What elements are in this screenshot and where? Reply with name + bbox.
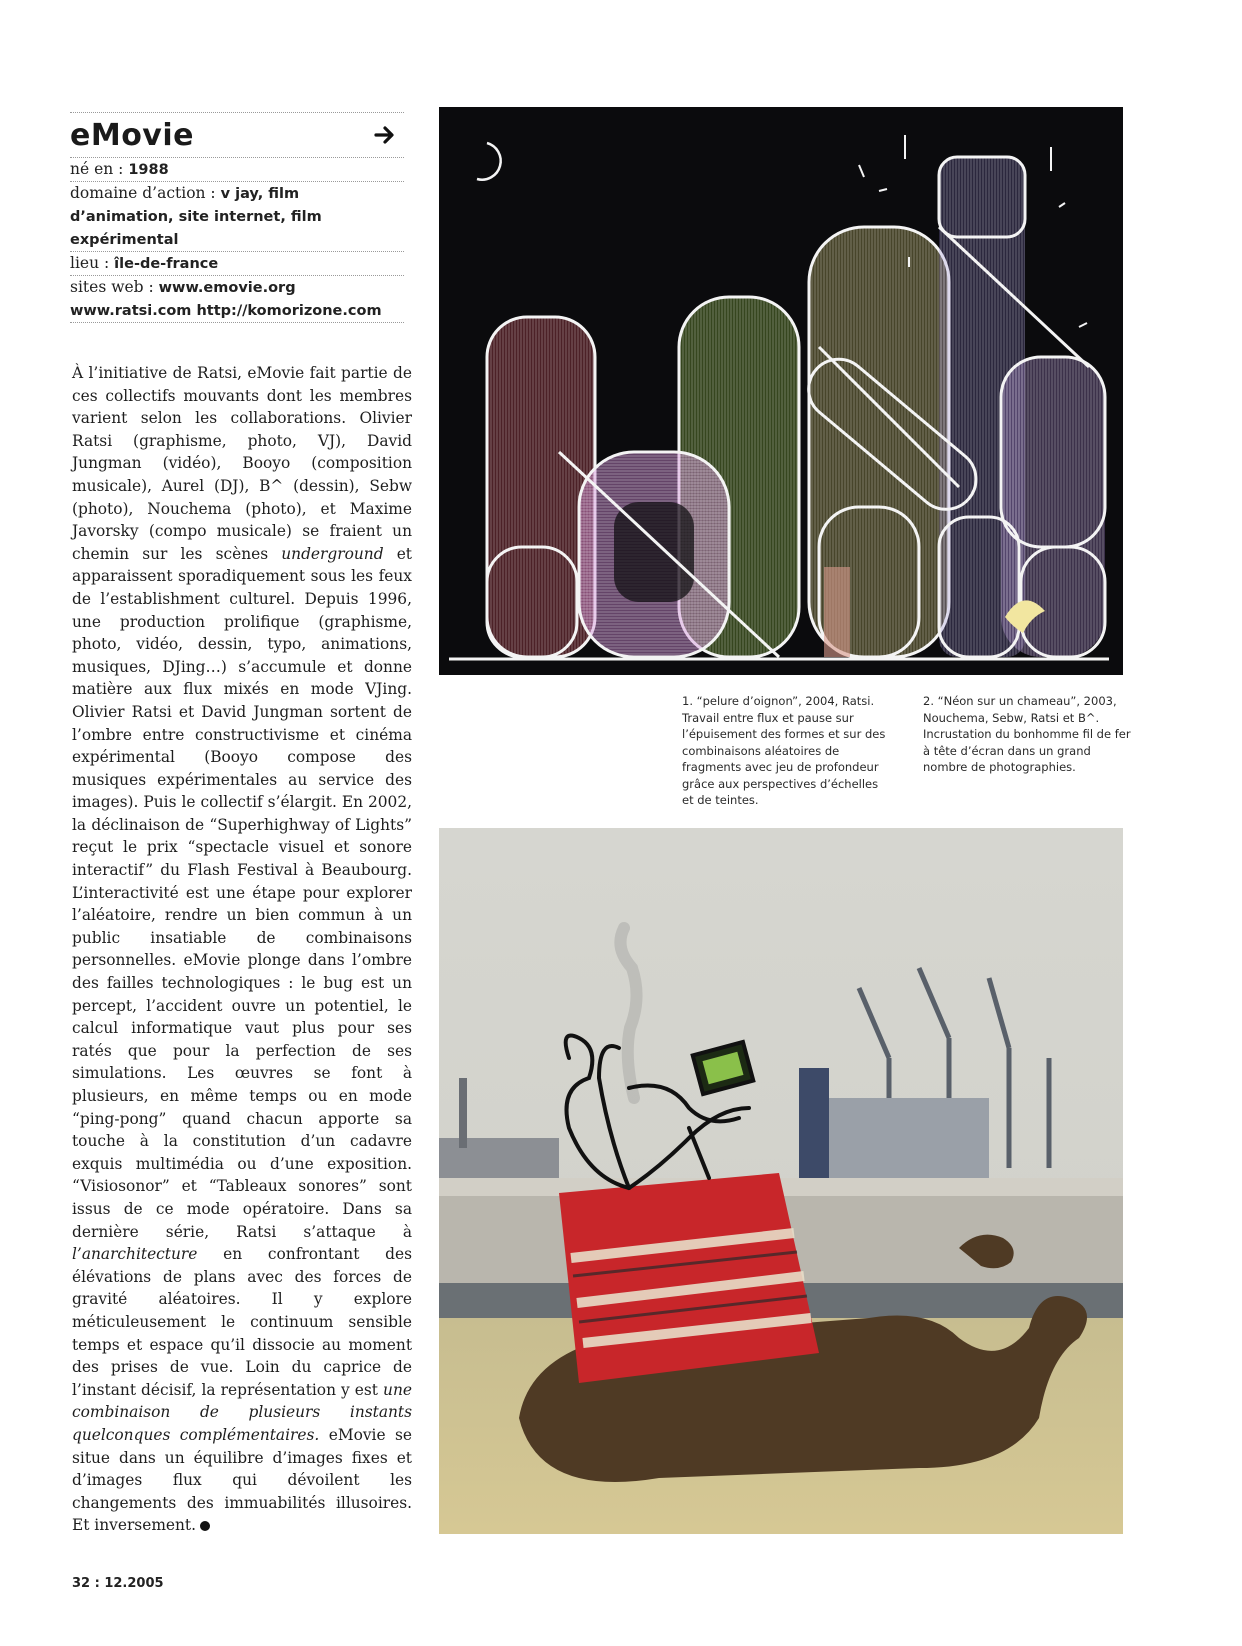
place-value: île-de-france	[114, 256, 219, 272]
body-text-3: en confrontant des élévations de plans avec des forces de gravité aléatoires. Il y explore méticuleusement le continuum sensible temps et espace qu’il dissocie au moment des prises de vue. Loin du caprice de l’instant décisif, la représentation y est	[72, 1245, 412, 1399]
domain-label: domaine d’action :	[70, 184, 216, 202]
neon-artwork-image	[439, 107, 1123, 675]
sites-label: sites web :	[70, 278, 154, 296]
caption-figure-1: 1. “pelure d’oignon”, 2004, Ratsi. Travail entre flux et pause sur l’épuisement des formes et sur des combinaisons aléatoires de fragments avec jeu de profondeur grâce aux perspectives d’échelles et de teintes.	[682, 694, 886, 807]
sites-value[interactable]: www.emovie.org www.ratsi.com http://komorizone.com	[70, 280, 382, 319]
end-mark-icon	[200, 1521, 210, 1531]
body-text-1: À l’initiative de Ratsi, eMovie fait partie de ces collectifs mouvants dont les membres varient selon les collaborations. Olivier Ratsi (graphisme, photo, VJ), David Jungman (vidéo), Booyo (composition musicale), Aurel (DJ), B^ (dessin), Sebw (photo), Nouchema (photo), et Maxime Javorsky (compo musicale) se fraient un chemin sur les scènes	[72, 364, 412, 563]
body-text-2: et apparaissent sporadiquement sous les feux de l’establishment culturel. Depuis 1996, une production prolifique (graphisme, photo, vidéo, dessin, typo, animations, musiques, DJing…) s’accumule et donne matière aux flux mixés en mode VJing. Olivier Ratsi et David Jungman sortent de l’ombre entre constructivisme et cinéma expérimental (Booyo compose des musiques expérimentales au service des images). Puis le collectif s’élargit. En 2002, la déclinaison de “Superhighway of Lights” reçut le prix “spectacle visuel et sonore interactif” du Flash Festival à Beaubourg. L’interactivité est une étape pour explorer l’aléatoire, rendre un bien commun à un public insatiable de combinaisons personnelles. eMovie plonge dans l’ombre des failles technologiques : le bug est un percept, l’accident ouvre un potentiel, le calcul informatique vaut plus pour ses ratés que pour la perfection de ses simulations. Les œuvres se font à plusieurs, en même temps ou en mode “ping-pong” quand chacun apporte sa touche à la constitution d’un cadavre exquis multimédia ou d’une exposition. “Visiosonor” et “Tableaux sonores” sont issus de ce mode opératoire. Dans sa dernière série, Ratsi s’attaque à	[72, 544, 412, 1241]
page-folio: 32 : 12.2005	[72, 1576, 164, 1591]
article-paragraph	[72, 362, 412, 1537]
body-italic-1: underground	[281, 544, 384, 563]
domain-value: v jay, film d’animation, site internet, film expérimental	[70, 186, 322, 248]
place-label: lieu :	[70, 254, 110, 272]
body-italic-3: une combinaison de plusieurs instants quelconques complémentaires.	[72, 1380, 412, 1444]
title-row	[70, 113, 404, 157]
divider	[70, 322, 404, 323]
born-label: né en :	[70, 160, 124, 178]
domain-line	[70, 182, 404, 251]
camel-photo-image	[439, 828, 1123, 1534]
figure-camel-photo	[439, 828, 1123, 1534]
body-italic-2: l’anarchitecture	[72, 1245, 198, 1264]
figure-neon-artwork	[439, 107, 1123, 675]
born-line	[70, 158, 404, 181]
info-box	[70, 112, 404, 323]
born-value: 1988	[128, 162, 169, 178]
page-title: eMovie	[70, 117, 194, 153]
arrow-right-icon	[374, 124, 396, 146]
article-body	[72, 362, 412, 1537]
caption-figure-2: 2. “Néon sur un chameau”, 2003, Nouchema, Sebw, Ratsi et B^. Incrustation du bonhomme fil de fer à tête d’écran dans un grand nombre de photographies.	[923, 694, 1131, 774]
sites-line	[70, 276, 404, 322]
place-line	[70, 252, 404, 275]
body-text-4: eMovie se situe dans un équilibre d’images fixes et d’images flux qui dévoilent les changements des immuabilités illusoires. Et inversement.	[72, 1425, 412, 1535]
